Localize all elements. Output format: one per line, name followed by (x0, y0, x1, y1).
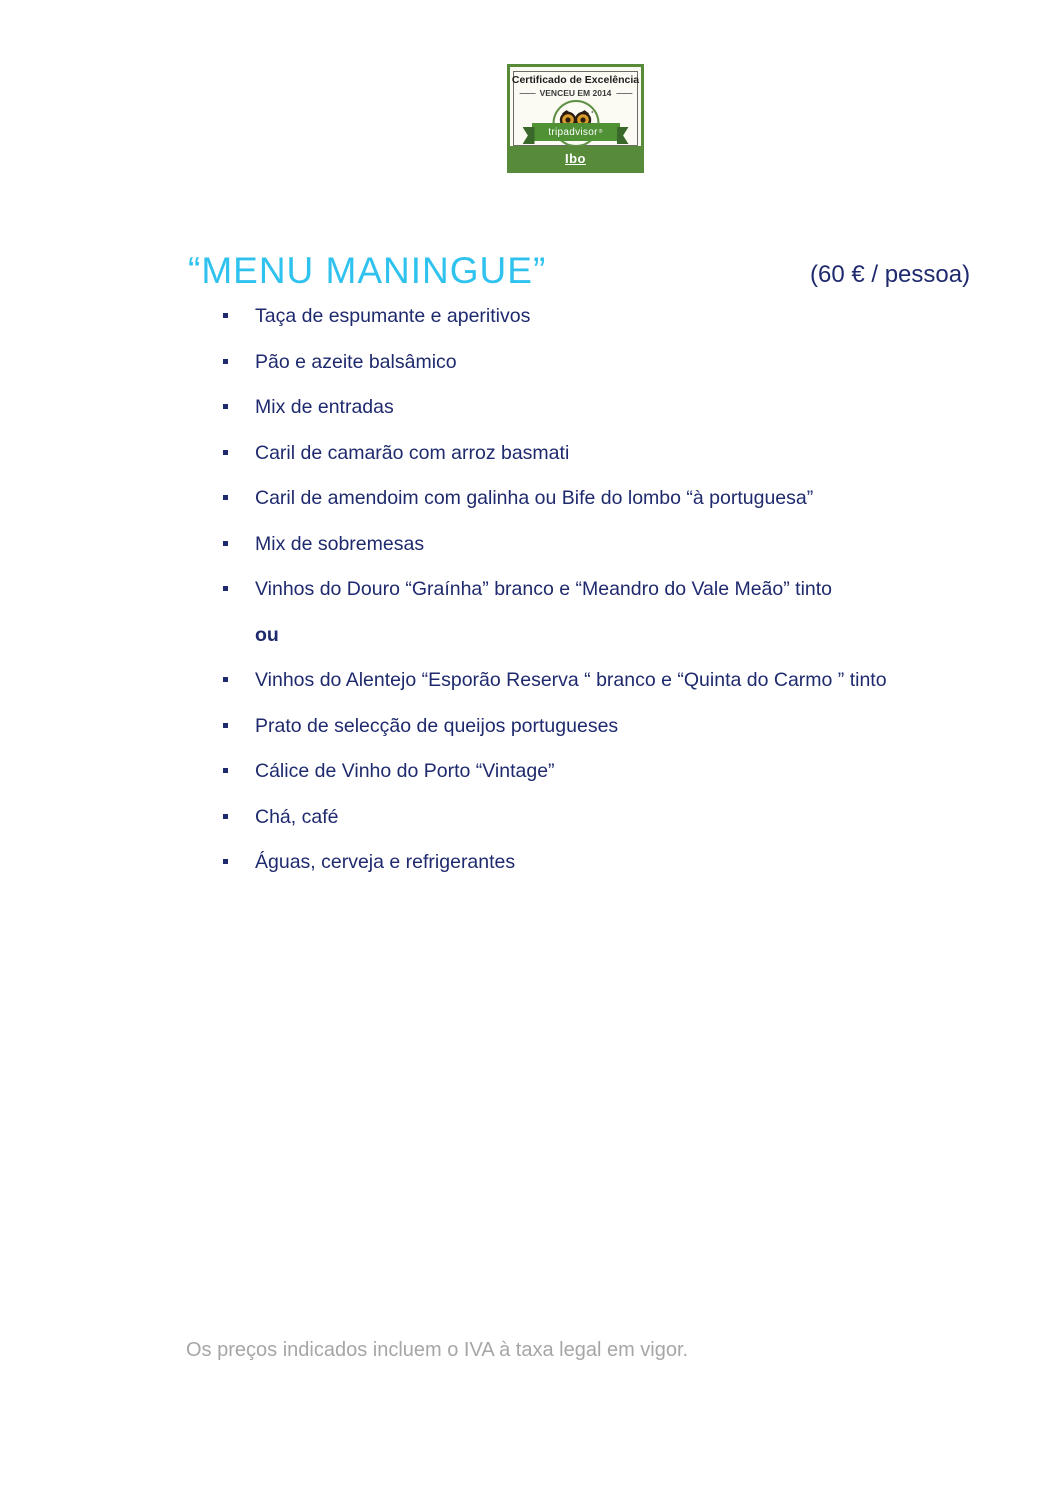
bullet-icon (223, 404, 228, 409)
menu-item-label: Mix de entradas (255, 396, 394, 418)
dash-right: —— (616, 88, 632, 98)
badge-subtitle-text: VENCEU EM 2014 (539, 88, 612, 98)
tripadvisor-brand-label: tripadvisor (548, 126, 598, 138)
menu-item (222, 578, 887, 600)
menu-item-label: Mix de sobremesas (255, 532, 425, 555)
bullet-icon (223, 768, 228, 773)
badge-subtitle (510, 88, 641, 98)
menu-price: (60 € / pessoa) (810, 261, 971, 288)
bullet-icon (223, 541, 228, 546)
badge-title: Certificado de Excelência (511, 74, 640, 86)
menu-item (222, 305, 887, 327)
tripadvisor-badge (507, 64, 644, 173)
footer-note: Os preços indicados incluem o IVA à taxa legal em vigor. (186, 1339, 689, 1361)
menu-item (222, 487, 887, 509)
tripadvisor-ribbon (532, 123, 620, 141)
menu-separator-ou (222, 624, 887, 646)
menu-item-label: Taça de espumante e aperitivos (255, 305, 531, 327)
bullet-icon (223, 723, 228, 728)
menu-item (222, 715, 887, 737)
menu-item (222, 351, 887, 373)
menu-list (222, 305, 887, 897)
bullet-icon (223, 677, 228, 682)
bullet-icon (223, 359, 228, 364)
trademark-icon: ® (598, 129, 603, 135)
menu-item (222, 442, 887, 464)
badge-property-strip (510, 146, 641, 170)
menu-item-label: Águas, cerveja e refrigerantes (255, 851, 516, 873)
menu-item (222, 669, 887, 691)
bullet-icon (223, 859, 228, 864)
menu-item-label: Caril de amendoim com galinha ou Bife do lombo “à portuguesa” (255, 487, 814, 509)
menu-item (222, 533, 887, 555)
badge-property-label: Ibo (565, 150, 586, 166)
menu-item-label: Vinhos do Alentejo “Esporão Reserva “ branco e “Quinta do Carmo ” tinto (255, 669, 887, 691)
menu-separator-label: ou (255, 623, 279, 646)
menu-item (222, 760, 887, 782)
menu-item-label: Cálice de Vinho do Porto “Vintage” (255, 760, 555, 782)
dash-left: —— (519, 88, 535, 98)
badge-inner (510, 67, 641, 170)
menu-item (222, 806, 887, 828)
bullet-icon (223, 495, 228, 500)
menu-item-label: Caril de camarão com arroz basmati (255, 441, 570, 464)
menu-item-label: Vinhos do Douro “Graínha” branco e “Meandro do Vale Meão” tinto (255, 578, 833, 600)
bullet-icon (223, 814, 228, 819)
menu-item (222, 396, 887, 418)
menu-item-label: Chá, café (255, 805, 339, 828)
bullet-icon (223, 313, 228, 318)
bullet-icon (223, 586, 228, 591)
page-title: “MENU MANINGUE” (188, 250, 547, 291)
menu-item (222, 851, 887, 873)
menu-item-label: Prato de selecção de queijos portugueses (255, 714, 619, 737)
menu-item-label: Pão e azeite balsâmico (255, 350, 457, 373)
bullet-icon (223, 450, 228, 455)
